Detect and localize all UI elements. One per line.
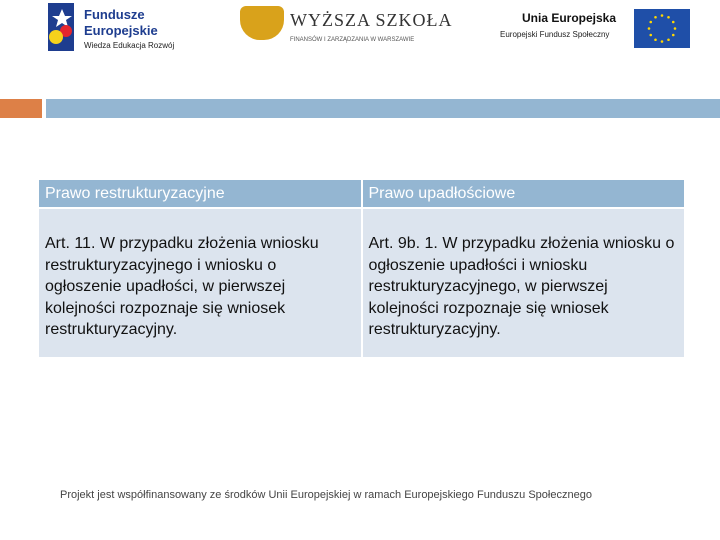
eu-flag-icon	[634, 9, 690, 48]
eu-star-icon	[654, 38, 657, 41]
accent-bar	[0, 99, 42, 118]
eu-star-icon	[667, 38, 670, 41]
eu-star-icon	[661, 14, 664, 17]
title-bar	[46, 99, 720, 118]
fe-flag-icon	[48, 3, 74, 51]
fundusze-europejskie-logo	[48, 3, 198, 53]
eu-name: Unia Europejska	[522, 11, 617, 25]
fe-line3: Wiedza Edukacja Rozwój	[84, 41, 175, 50]
eu-star-icon	[649, 34, 652, 37]
table-header-row	[39, 180, 684, 207]
header-restructuring: Prawo restrukturyzacyjne	[39, 180, 361, 207]
eu-star-icon	[672, 34, 675, 37]
cell-bankruptcy: Art. 9b. 1. W przypadku złożenia wniosku o ogłoszenie upadłości i wniosku restrukturyzacyjnego, w pierwszej kolejności rozpoznaje się wniosek restrukturyzacyjny.	[363, 209, 685, 357]
school-logo	[240, 6, 460, 50]
eu-star-icon	[654, 16, 657, 19]
comparison-table	[37, 178, 686, 359]
eu-star-icon	[648, 27, 651, 30]
school-name: WYŻSZA SZKOŁA	[290, 10, 453, 30]
header-bankruptcy: Prawo upadłościowe	[363, 180, 685, 207]
crest-icon	[240, 6, 284, 40]
table-row	[39, 209, 684, 357]
eu-star-icon	[649, 21, 652, 24]
eu-star-icon	[674, 27, 677, 30]
fe-line1: Fundusze	[84, 7, 145, 22]
eu-star-icon	[667, 16, 670, 19]
footer-note: Projekt jest współfinansowany ze środków Unii Europejskiej w ramach Europejskiego Funduszu Społecznego	[60, 489, 592, 501]
eu-subtitle: Europejski Fundusz Społeczny	[500, 30, 610, 39]
eu-star-icon	[672, 21, 675, 24]
eu-star-icon	[661, 40, 664, 43]
fe-line2: Europejskie	[84, 23, 158, 38]
cell-restructuring: Art. 11. W przypadku złożenia wniosku restrukturyzacyjnego i wniosku o ogłoszenie upadłości, w pierwszej kolejności rozpoznaje się wniosek restrukturyzacyjny.	[39, 209, 361, 357]
school-subtitle: FINANSÓW I ZARZĄDZANIA W WARSZAWIE	[290, 37, 415, 43]
